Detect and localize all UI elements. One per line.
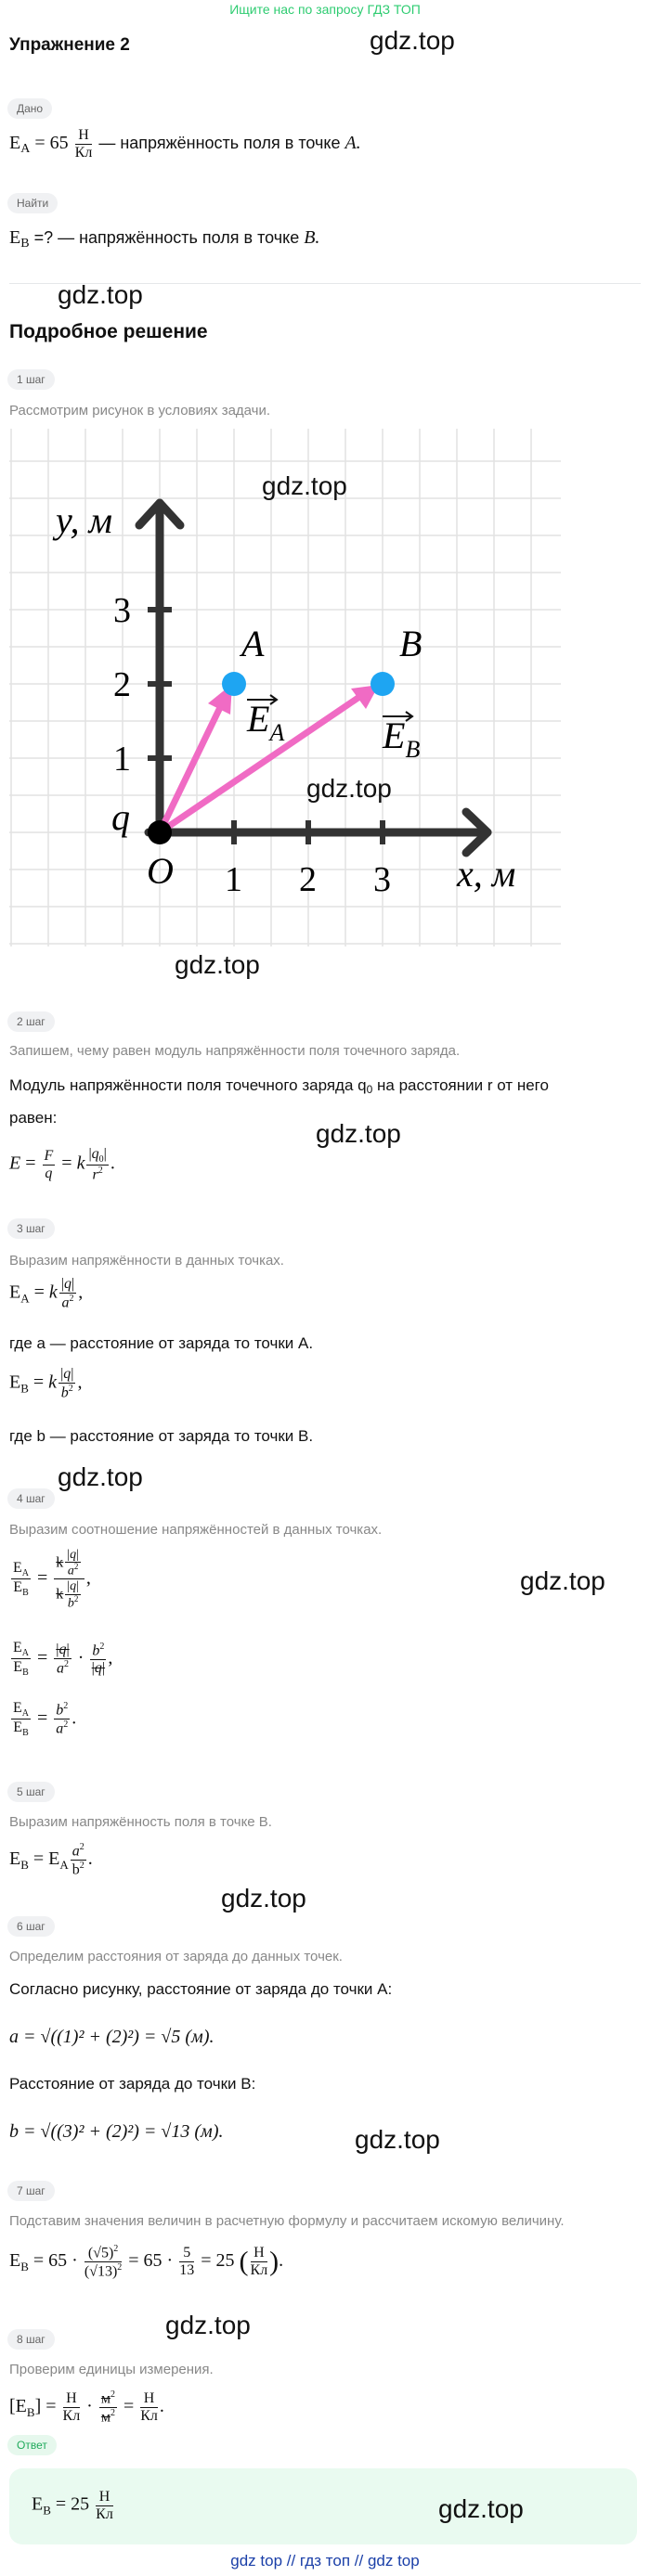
watermark: gdz.top xyxy=(58,280,143,309)
formula-eb: $E_B = k$ $\frac{|q|}{b^2}$ , xyxy=(9,1366,83,1400)
step-6-eq-b: b = √((3)² + (2)²) = √13 (м). xyxy=(9,2121,224,2142)
charge-label: q xyxy=(111,796,130,838)
find-symbol: E xyxy=(9,227,21,248)
step-2-text-end: на расстоянии r от него xyxy=(372,1076,549,1094)
formula-calc: $E_B = 65$ · $\frac{(√5)^2}{(√13)^2}$ = 65 · $\frac{5}{13}$ = 25 ( $\frac{Н}{Кл}$ ). xyxy=(9,2244,284,2280)
point-b-label: B xyxy=(399,623,422,664)
watermark: gdz.top xyxy=(438,2494,524,2523)
figure xyxy=(9,429,563,948)
step-5-pill: 5 шаг xyxy=(7,1782,55,1802)
step-6-text-b: Расстояние от заряда до точки B: xyxy=(9,2075,256,2093)
x-tick-label-1: 1 xyxy=(225,860,242,899)
watermark: gdz.top xyxy=(520,1566,605,1595)
given-desc: — напряжённость поля в точке xyxy=(98,133,345,152)
watermark: gdz.top xyxy=(58,1462,143,1491)
step-5-note: Выразим напряжённость поля в точке B. xyxy=(9,1814,272,1830)
ratio-1: $\frac{E_A}{E_B}$ = k $\frac{|q|}{a^2}$ k $\frac{|q|}{b^2}$ , xyxy=(13,1548,91,1611)
given-pill: Дано xyxy=(7,98,52,119)
point-b-marker xyxy=(370,672,395,696)
point-a-label: A xyxy=(241,623,265,664)
step-2-text-sub: 0 xyxy=(366,1083,373,1096)
step-2-text-2: равен: xyxy=(9,1109,58,1127)
watermark: gdz.top xyxy=(221,1884,306,1913)
watermark: gdz.top xyxy=(165,2311,251,2339)
step-1-note: Рассмотрим рисунок в условиях задачи. xyxy=(9,403,271,419)
find-point: B. xyxy=(304,227,320,248)
step-6-note: Определим расстояния от заряда до данных точек. xyxy=(9,1949,343,1964)
top-banner[interactable]: Ищите нас по запросу ГДЗ ТОП xyxy=(229,2,421,17)
given-eq: = 65 xyxy=(34,132,69,153)
units-check: $[E_B]$ = $\frac{Н}{Кл}$ · $\frac{м^2}{м^2}$ = $\frac{Н}{Кл}$ . xyxy=(9,2389,164,2426)
y-axis-label: y, м xyxy=(56,499,113,541)
step-3-where-a: где a — расстояние от заряда то точки A. xyxy=(9,1334,314,1352)
y-tick-label-1: 1 xyxy=(113,740,131,779)
step-2-note: Запишем, чему равен модуль напряжённости поля точечного заряда. xyxy=(9,1043,461,1059)
find-sub: B xyxy=(20,237,30,251)
step-4-note: Выразим соотношение напряжённостей в данных точках. xyxy=(9,1522,383,1538)
step-6-eq-a: a = √((1)² + (2)²) = √5 (м). xyxy=(9,2027,214,2047)
find-line xyxy=(9,227,319,251)
x-tick-label-3: 3 xyxy=(373,860,391,899)
page-title: Упражнение 2 xyxy=(9,35,130,55)
origin-marker xyxy=(148,820,172,844)
x-tick-label-2: 2 xyxy=(299,860,317,899)
formula-ea: $E_A = k$ $\frac{|q|}{a^2}$ , xyxy=(9,1276,84,1310)
answer-formula: $E_B = 25$ $\frac{Н}{Кл}$ xyxy=(32,2489,113,2522)
vector-ea-label: $E_A$ xyxy=(247,698,285,746)
ratio-3: $\frac{E_A}{E_B}$ = $\frac{b^2}{a^2}$ . xyxy=(13,1700,77,1739)
step-2-text-part: Модуль напряжённости поля точечного заряда q xyxy=(9,1076,367,1094)
given-point: A. xyxy=(344,132,361,153)
x-axis-label: x, м xyxy=(457,853,516,895)
watermark: gdz.top xyxy=(370,26,455,55)
formula-eb-final: $E_B = E_A$ $\frac{a^2}{b^2}$ . xyxy=(9,1842,93,1878)
step-3-where-b: где b — расстояние от заряда то точки B. xyxy=(9,1427,314,1445)
watermark: gdz.top xyxy=(316,1119,401,1148)
watermark: gdz.top xyxy=(175,950,260,979)
solution-title: Подробное решение xyxy=(9,321,208,342)
footer-links[interactable]: gdz top // гдз топ // gdz top xyxy=(230,2552,420,2570)
given-symbol: E xyxy=(9,132,21,153)
step-2-pill: 2 шаг xyxy=(7,1011,55,1032)
find-desc: =? — напряжённость поля в точке xyxy=(29,228,305,247)
given-unit: $\frac{Н}{Кл}$ xyxy=(74,127,93,161)
formula-e: E = $\frac{F}{q}$ = k $\frac{|q_0|}{r^2}$ . xyxy=(9,1146,115,1183)
vector-eb-label: $E_B$ xyxy=(383,715,421,763)
step-8-note: Проверим единицы измерения. xyxy=(9,2362,214,2377)
step-1-pill: 1 шаг xyxy=(7,369,55,390)
watermark: gdz.top xyxy=(306,774,392,803)
given-sub: A xyxy=(20,141,31,156)
origin-label: O xyxy=(147,850,174,892)
step-6-text-a: Согласно рисунку, расстояние от заряда до точки A: xyxy=(9,1980,393,1998)
watermark: gdz.top xyxy=(262,471,347,500)
answer-value: 25 xyxy=(71,2493,90,2515)
y-tick-label-2: 2 xyxy=(113,665,131,704)
point-a-marker xyxy=(222,672,246,696)
step-2-text xyxy=(9,1076,549,1096)
step-3-note: Выразим напряжённости в данных точках. xyxy=(9,1253,284,1269)
find-pill: Найти xyxy=(7,193,58,213)
step-7-pill: 7 шаг xyxy=(7,2181,55,2201)
step-8-pill: 8 шаг xyxy=(7,2329,55,2350)
watermark: gdz.top xyxy=(355,2125,440,2154)
step-3-pill: 3 шаг xyxy=(7,1218,55,1239)
step-7-note: Подставим значения величин в расчетную формулу и рассчитаем искомую величину. xyxy=(9,2213,565,2229)
given-line xyxy=(9,127,361,161)
y-tick-label-3: 3 xyxy=(113,591,131,630)
ratio-2: $\frac{E_A}{E_B}$ = $\frac{|q|}{a^2}$ · $\frac{b^2}{|q|}$ , xyxy=(13,1640,113,1679)
step-4-pill: 4 шаг xyxy=(7,1488,55,1509)
step-6-pill: 6 шаг xyxy=(7,1916,55,1937)
answer-pill: Ответ xyxy=(7,2435,57,2455)
